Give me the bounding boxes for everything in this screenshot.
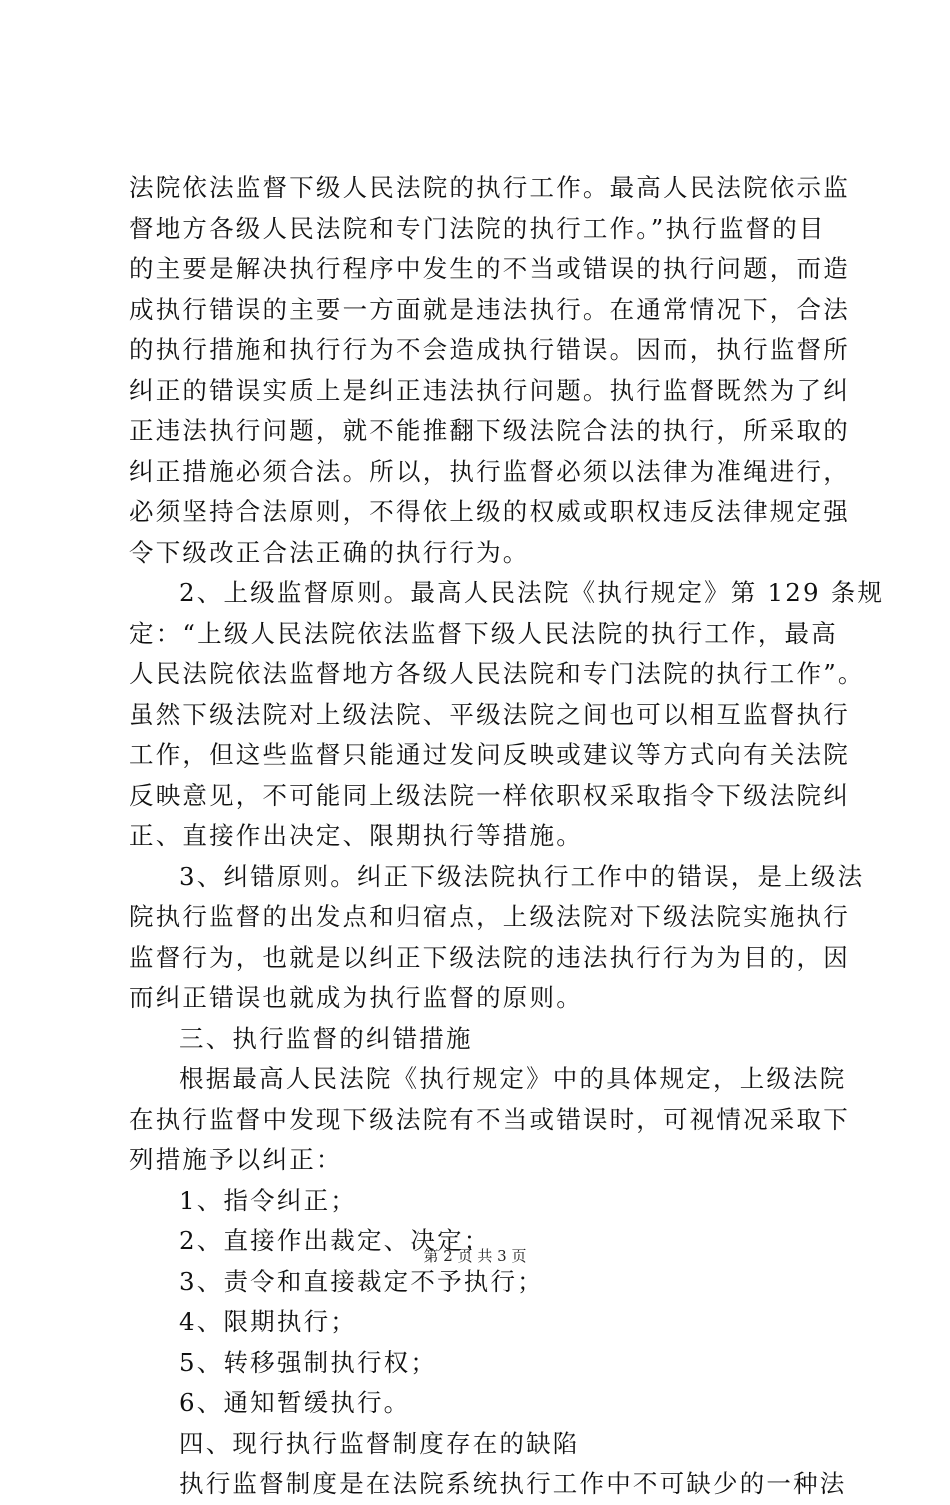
text-line: 反映意见，不可能同上级法院一样依职权采取指令下级法院纠: [129, 780, 850, 810]
text-line: 的执行措施和执行行为不会造成执行错误。因而，执行监督所: [129, 335, 850, 364]
text-line: 成执行错误的主要一方面就是违法执行。在通常情况下，合法: [129, 294, 850, 324]
text-line: 令下级改正合法正确的执行行为。: [129, 537, 530, 567]
text-line: 2、直接作出裁定、决定；: [179, 1226, 491, 1255]
text-line: 法院依法监督下级人民法院的执行工作。最高人民法院依示监: [129, 173, 850, 202]
text-line: 纠正的错误实质上是纠正违法执行问题。执行监督既然为了纠: [129, 375, 850, 405]
text-line: 列措施予以纠正：: [129, 1145, 343, 1174]
text-line: 根据最高人民法院《执行规定》中的具体规定，上级法院: [179, 1064, 847, 1093]
text-line: 虽然下级法院对上级法院、平级法院之间也可以相互监督执行: [129, 699, 850, 729]
document-body: [129, 168, 885, 1505]
text-line: 1、指令纠正；: [179, 1185, 357, 1215]
text-line: 三、执行监督的纠错措施: [179, 1023, 473, 1053]
text-line: 工作，但这些监督只能通过发问反映或建议等方式向有关法院: [129, 740, 850, 769]
page-footer: 第 2 页 共 3 页: [423, 1247, 527, 1265]
text-line: 3、责令和直接裁定不予执行；: [179, 1266, 544, 1296]
text-line: 四、现行执行监督制度存在的缺陷: [179, 1428, 580, 1458]
text-line: 的主要是解决执行程序中发生的不当或错误的执行问题，而造: [129, 254, 850, 283]
text-line: 纠正措施必须合法。所以，执行监督必须以法律为准绳进行，: [129, 456, 850, 486]
text-line: 而纠正错误也就成为执行监督的原则。: [129, 983, 583, 1012]
text-line: 人民法院依法监督地方各级人民法院和专门法院的执行工作”。: [129, 659, 865, 688]
text-line: 督地方各级人民法院和专门法院的执行工作。”执行监督的目: [129, 213, 826, 243]
text-line: 在执行监督中发现下级法院有不当或错误时，可视情况采取下: [129, 1104, 850, 1134]
text-line: 6、通知暂缓执行。: [179, 1388, 411, 1417]
text-line: 正违法执行问题，就不能推翻下级法院合法的执行，所采取的: [129, 416, 850, 445]
text-line: 2、上级监督原则。最高人民法院《执行规定》第 129 条规: [179, 578, 885, 607]
text-line: 3、纠错原则。纠正下级法院执行工作中的错误，是上级法: [179, 861, 865, 891]
text-line: 5、转移强制执行权；: [179, 1347, 438, 1377]
text-line: 监督行为，也就是以纠正下级法院的违法执行行为为目的，因: [129, 942, 850, 972]
text-line: 定：“上级人民法院依法监督下级人民法院的执行工作，最高: [129, 618, 838, 648]
text-line: 必须坚持合法原则，不得依上级的权威或职权违反法律规定强: [129, 497, 850, 526]
text-line: 正、直接作出决定、限期执行等措施。: [129, 821, 583, 850]
text-line: 执行监督制度是在法院系统执行工作中不可缺少的一种法: [179, 1469, 847, 1498]
text-line: 院执行监督的出发点和归宿点，上级法院对下级法院实施执行: [129, 902, 850, 931]
text-line: 4、限期执行；: [179, 1307, 357, 1336]
